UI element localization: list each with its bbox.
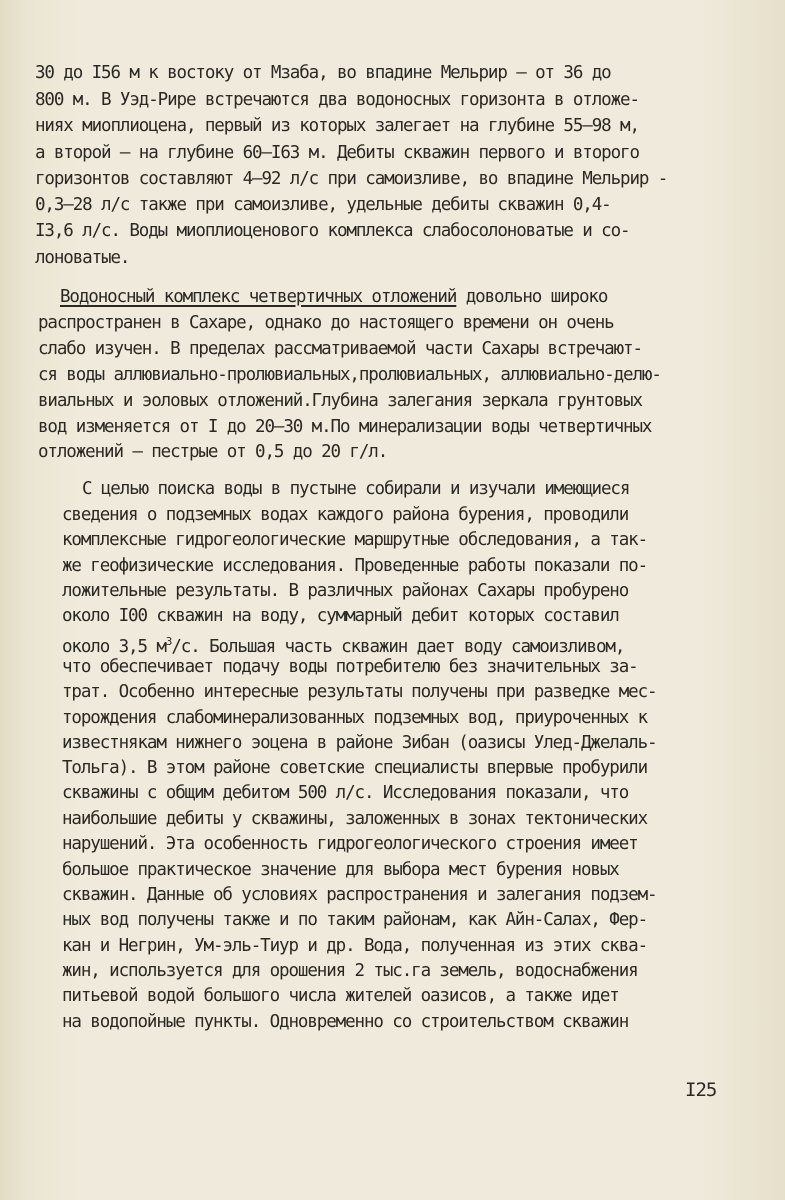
text-line: трат. Особенно интересные результаты получены при разведке мес- (62, 682, 657, 702)
text-line: скважин. Данные об условиях распространения и залегания подзем- (62, 885, 657, 905)
page-number: I25 (685, 1079, 717, 1101)
text-line: ложительные результаты. В различных районах Сахары пробурено (62, 581, 629, 601)
text-line: довольно широко (465, 287, 608, 307)
text-line: вод изменяется от I до 20–30 м.По минерализации воды четвертичных (38, 417, 652, 437)
text-line: комплексные гидрогеологические маршрутные обследования, а так- (62, 530, 648, 550)
text-line: же геофизические исследования. Проведенные работы показали по- (62, 556, 648, 576)
text-line: отложений – пестрые от 0,5 до 20 г/л. (38, 442, 388, 462)
text-line: 30 до I56 м к востоку от Мзаба, во впадине Мельрир – от 36 до (35, 63, 611, 83)
text-line: лоноватые. (35, 248, 130, 268)
text-line: сведения о подземных водах каждого района бурения, проводили (62, 505, 629, 525)
text-line: наибольшие дебиты у скважины, заложенных в зонах тектонических (62, 809, 648, 829)
text-line: на водопойные пункты. Одновременно со строительством скважин (62, 1012, 629, 1032)
text-line: ных вод получены также и по таким районам, как Айн-Салах, Фер- (62, 910, 648, 930)
text-line: известнякам нижнего эоцена в районе Зибан (оазисы Улед-Джелаль- (62, 733, 657, 753)
text-line: 800 м. В Уэд-Рире встречаются два водоносных горизонта в отложе- (35, 90, 639, 110)
text-line: жин, используется для орошения 2 тыс.га земель, водоснабжения (62, 961, 638, 981)
text-line: питьевой водой большого числа жителей оазисов, а также идет (62, 986, 619, 1006)
text-line: торождения слабоминерализованных подземных вод, приуроченных к (62, 708, 648, 728)
text-line: I3,6 л/с. Воды миоплиоценового комплекса слабосолоноватые и со- (35, 221, 630, 241)
text-line: что обеспечивает подачу воды потребителю без значительных за- (62, 657, 638, 677)
text-line: ниях миоплиоцена, первый из которых залегает на глубине 55–98 м, (35, 116, 639, 136)
text-line: С целью поиска воды в пустыне собирали и изучали имеющиеся (82, 479, 630, 499)
text-line: нарушений. Эта особенность гидрогеологического строения имеет (62, 834, 638, 854)
text-line: кан и Негрин, Ум-эль-Тиур и др. Вода, полученная из этих сква- (62, 936, 648, 956)
text-line: а второй – на глубине 60–I63 м. Дебиты скважин первого и второго (35, 143, 639, 163)
text-line: распространен в Сахаре, однако до настоящего времени он очень (38, 313, 614, 333)
superscript: 3 (165, 635, 172, 648)
text-line: Тольга). В этом районе советские специалисты впервые пробурили (62, 758, 648, 778)
text-line: около 3,5 $м^3/с$. Большая часть скважин дает воду самоизливом, (62, 635, 625, 657)
text-line: скважины с общим дебитом 500 л/с. Исследования показали, что (62, 783, 629, 803)
text-line: ся воды аллювиально-пролювиальных,пролювиальных, аллювиально-делю- (38, 365, 661, 385)
text-line: виальных и эоловых отложений.Глубина залегания зеркала грунтовых (38, 391, 642, 411)
text-line: слабо изучен. В пределах рассматриваемой части Сахары встречают- (38, 339, 642, 359)
heading-line (60, 287, 607, 307)
section-heading: Водоносный комплекс четвертичных отложений (60, 287, 457, 307)
text-line: горизонтов составляют 4–92 л/с при самоизливе, во впадине Мельрир - (35, 169, 668, 189)
text-line: 0,3–28 л/с также при самоизливе, удельные дебиты скважин 0,4- (35, 195, 611, 215)
text-line: около I00 скважин на воду, суммарный дебит которых составил (62, 606, 619, 626)
text-line: большое практическое значение для выбора мест бурения новых (62, 860, 619, 880)
